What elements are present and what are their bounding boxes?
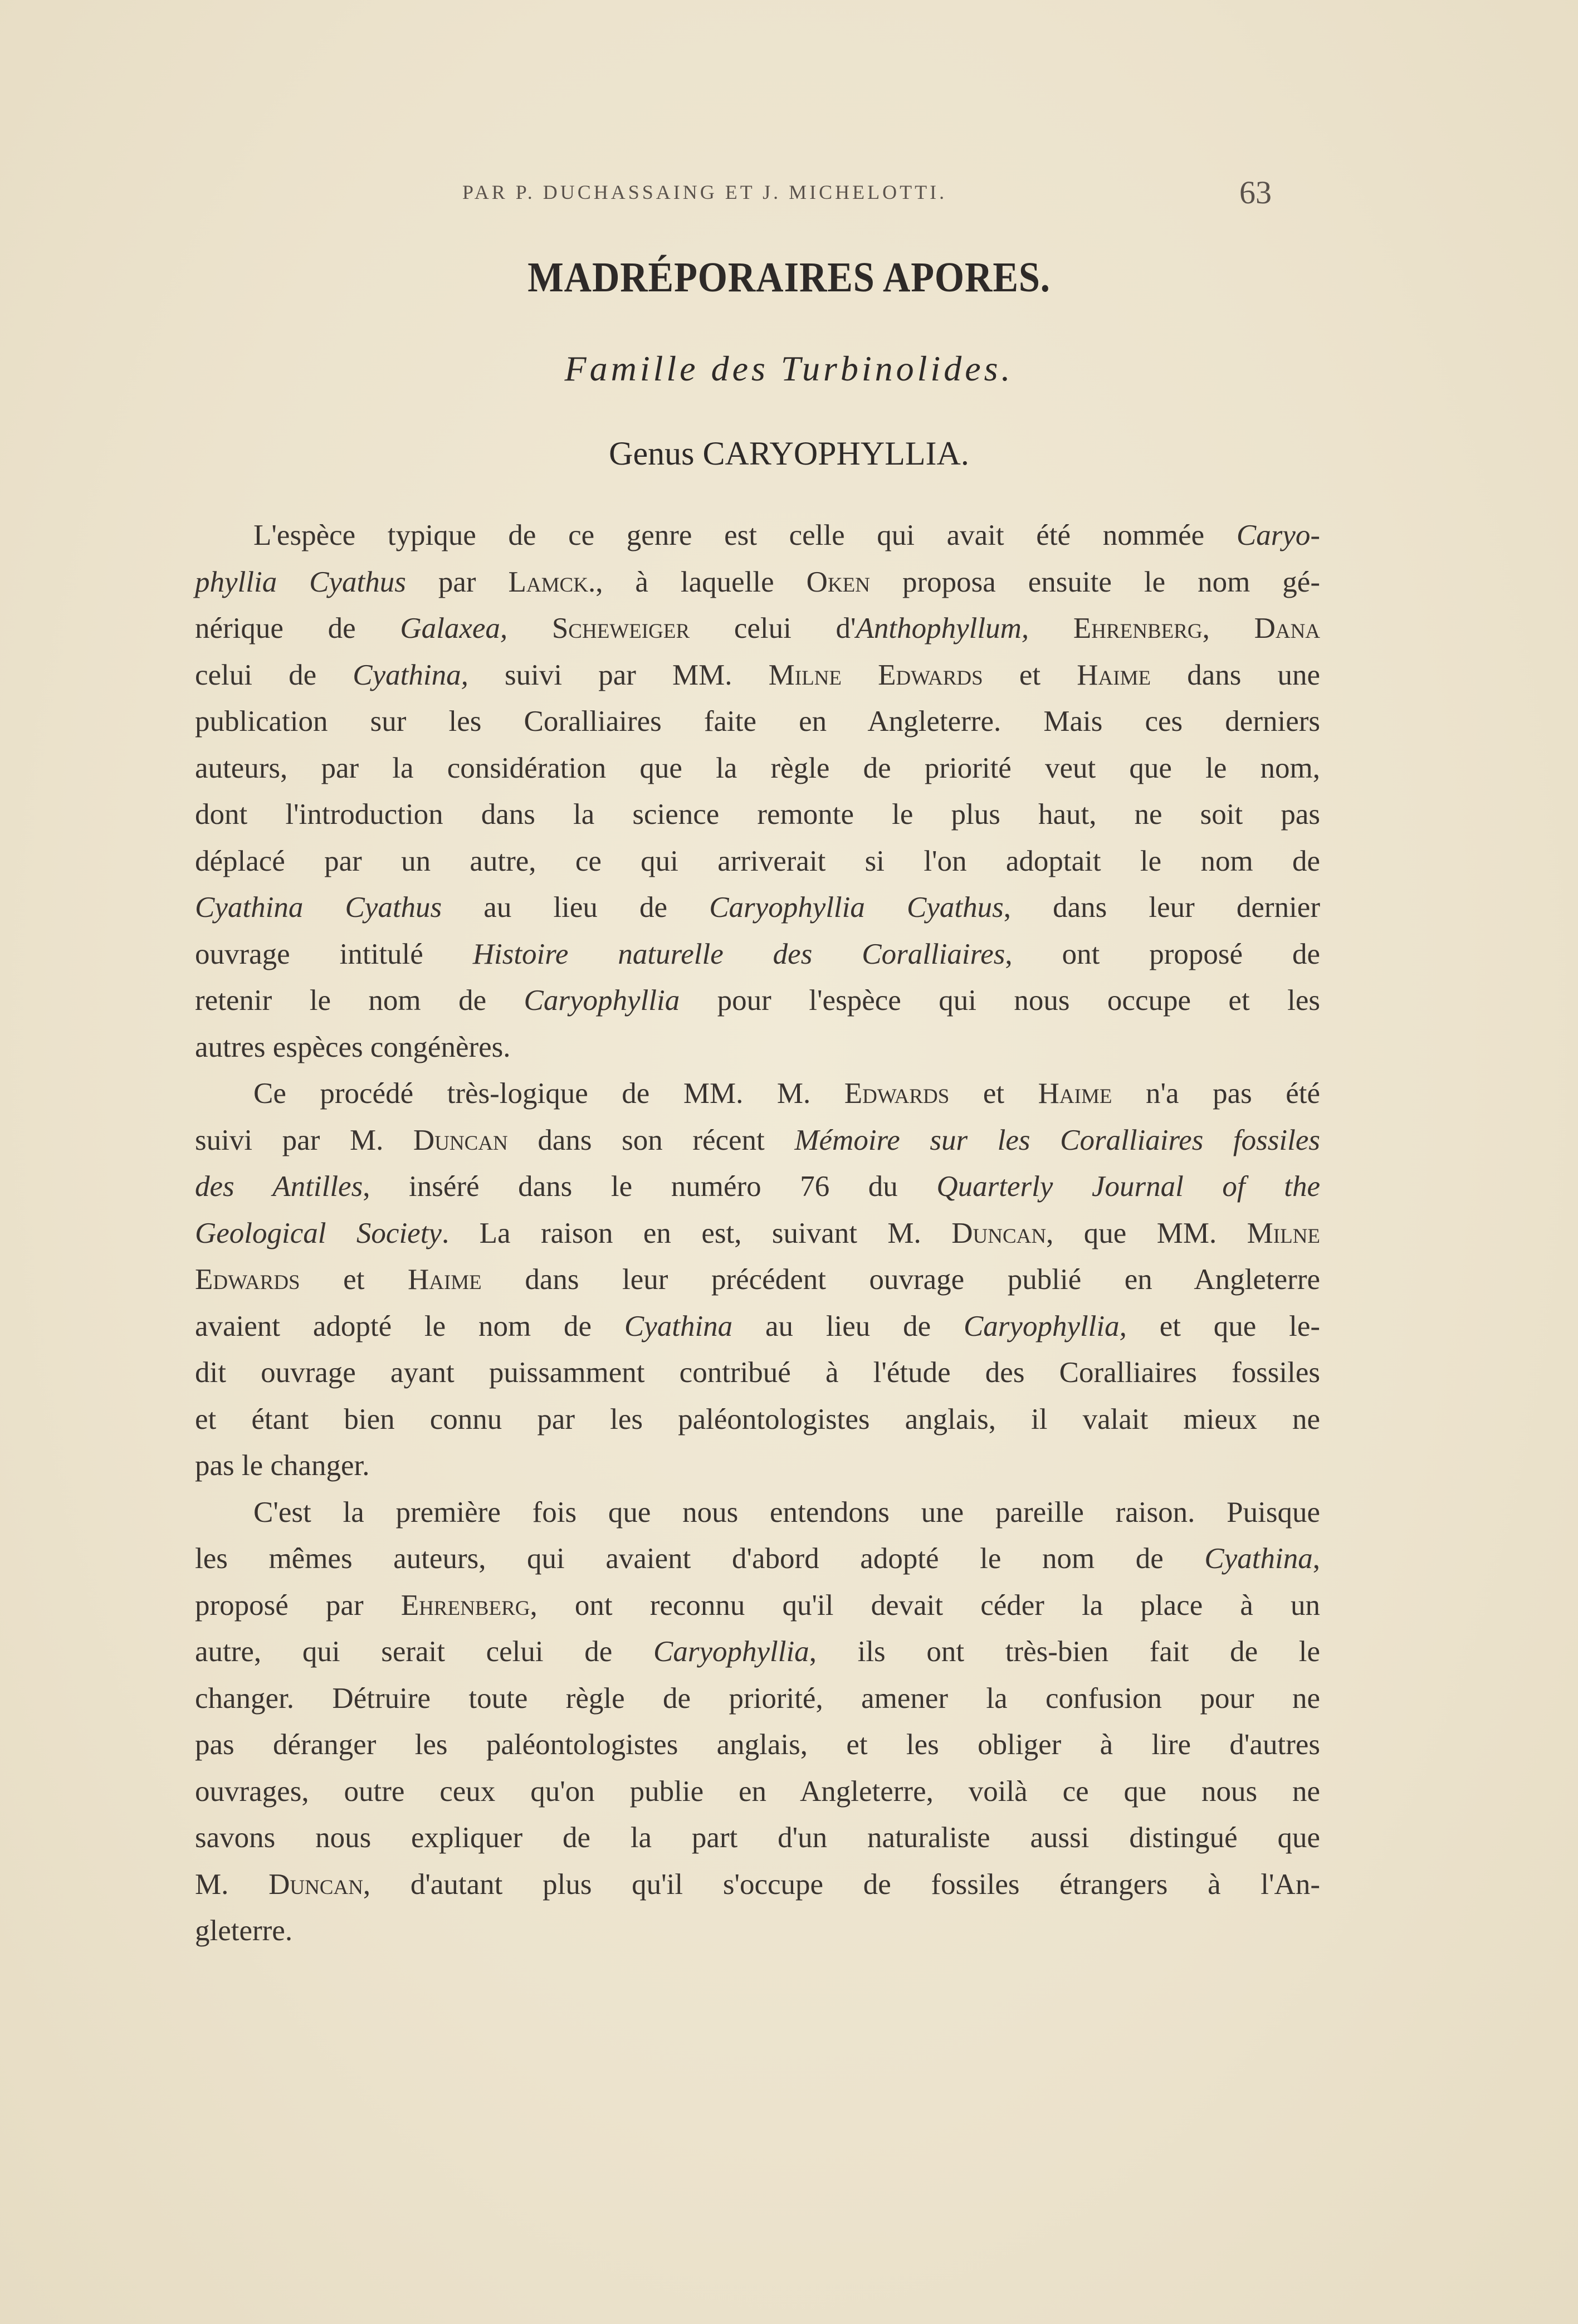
- text-run: , que MM.: [1046, 1217, 1247, 1249]
- author-name: Duncan: [268, 1868, 363, 1901]
- text-line: [195, 1908, 1320, 1955]
- text-run: et que le-: [1126, 1310, 1320, 1342]
- text-run: Mémoire sur les Coralliaires fossiles: [794, 1124, 1320, 1156]
- running-head: [0, 174, 1578, 211]
- body-text: [195, 512, 1320, 1955]
- text-run: et étant bien connu par les paléontologistes anglais, il valait mieux ne: [195, 1403, 1320, 1436]
- text-run: gleterre.: [195, 1915, 293, 1947]
- text-run: autre, qui serait celui de: [195, 1635, 653, 1668]
- author-name: Dana: [1254, 612, 1321, 645]
- text-line: [195, 1210, 1320, 1257]
- author-name: Duncan: [951, 1217, 1047, 1249]
- text-line: [195, 1071, 1320, 1117]
- text-run: , ils ont très-bien fait de le: [809, 1635, 1320, 1668]
- text-run: dont l'introduction dans la science remonte le plus haut, ne soit pas: [195, 798, 1320, 831]
- text-run: M.: [195, 1868, 269, 1901]
- text-line: [195, 1117, 1320, 1164]
- text-run: pas le changer.: [195, 1449, 370, 1482]
- text-line: [195, 1303, 1320, 1350]
- text-line: [195, 606, 1320, 652]
- text-run: et: [300, 1263, 408, 1296]
- family-title: Famille des Turbinolides.: [564, 349, 1014, 388]
- text-run: retenir le nom de: [195, 984, 524, 1017]
- text-run: celui d': [690, 612, 856, 645]
- text-run: Cyathina,: [353, 658, 468, 691]
- text-run: proposa ensuite le nom gé-: [870, 565, 1320, 598]
- text-line: [195, 1583, 1320, 1629]
- text-run: Histoire naturelle des Coralliaires: [472, 938, 1005, 970]
- text-run: changer. Détruire toute règle de priorité, amener la confusion pour ne: [195, 1682, 1320, 1715]
- text-run: des Antilles: [195, 1170, 363, 1203]
- author-name: Ehrenberg: [400, 1589, 530, 1622]
- author-name: Ehrenberg: [1073, 612, 1203, 645]
- text-line: [195, 1676, 1320, 1722]
- text-line: [195, 1490, 1320, 1536]
- author-name: Edwards: [844, 1077, 950, 1110]
- text-line: [195, 931, 1320, 978]
- text-run: dans leur précédent ouvrage publié en Angleterre: [481, 1263, 1320, 1296]
- text-line: [195, 1397, 1320, 1443]
- text-run: n'a pas été: [1112, 1077, 1321, 1110]
- text-run: Cyathina: [1204, 1542, 1313, 1575]
- page-number: 63: [1239, 174, 1272, 211]
- author-name: Milne: [1247, 1217, 1321, 1249]
- text-run: pas déranger les paléontologistes anglais, et les obliger à lire d'autres: [195, 1729, 1320, 1761]
- text-line: [195, 559, 1320, 606]
- text-run: , ont reconnu qu'il devait céder la place à un: [530, 1589, 1320, 1622]
- text-run: . La raison en est, suivant M.: [441, 1217, 952, 1249]
- section-title: MADRÉPORAIRES APORES.: [527, 254, 1051, 301]
- text-run: Caryophyllia Cyathus: [709, 891, 1004, 924]
- text-run: Cyathina: [624, 1310, 733, 1342]
- author-name: Duncan: [413, 1124, 508, 1156]
- text-run: Caryophyllia: [653, 1635, 809, 1668]
- text-run: [507, 612, 552, 645]
- text-run: nérique de: [195, 612, 400, 645]
- running-title: PAR P. DUCHASSAING ET J. MICHELOTTI.: [462, 181, 947, 203]
- text-run: Caryophyllia,: [963, 1310, 1127, 1342]
- text-run: ,: [1312, 1542, 1320, 1575]
- text-run: , inséré dans le numéro 76 du: [363, 1170, 937, 1203]
- text-run: savons nous expliquer de la part d'un naturaliste aussi distingué que: [195, 1822, 1320, 1854]
- text-run: , d'autant plus qu'il s'occupe de fossiles étrangers à l'An-: [363, 1868, 1320, 1901]
- text-run: publication sur les Coralliaires faite en Angleterre. Mais ces derniers: [195, 705, 1320, 738]
- text-run: au lieu de: [442, 891, 710, 924]
- text-line: [195, 1629, 1320, 1676]
- text-line: [195, 745, 1320, 792]
- text-run: proposé par: [195, 1589, 401, 1622]
- text-run: phyllia Cyathus: [195, 565, 406, 598]
- text-run: Cyathina Cyathus: [195, 891, 442, 924]
- text-run: , dans leur dernier: [1003, 891, 1320, 924]
- text-run: dit ouvrage ayant puissamment contribué à l'étude des Coralliaires fossiles: [195, 1356, 1320, 1389]
- text-run: suivi par MM.: [468, 658, 769, 691]
- text-run: suivi par M.: [195, 1124, 413, 1156]
- text-run: déplacé par un autre, ce qui arriverait si l'on adoptait le nom de: [195, 844, 1320, 877]
- text-run: dans son récent: [507, 1124, 795, 1156]
- text-run: Geological Society: [195, 1217, 442, 1249]
- text-run: , à laquelle: [595, 565, 807, 598]
- text-run: auteurs, par la considération que la règle de priorité veut que le nom,: [195, 751, 1320, 784]
- text-run: celui de: [195, 658, 353, 691]
- text-run: les mêmes auteurs, qui avaient d'abord adopté le nom de: [195, 1542, 1205, 1575]
- text-line: [195, 1257, 1320, 1303]
- author-name: Lamck.: [508, 565, 596, 598]
- text-run: ouvrage intitulé: [195, 938, 473, 970]
- text-run: autres espèces congénères.: [195, 1031, 511, 1063]
- author-name: Milne Edwards: [768, 658, 983, 691]
- text-run: ouvrages, outre ceux qu'on publie en Angleterre, voilà ce que nous ne: [195, 1775, 1320, 1808]
- author-name: Scheweiger: [551, 612, 690, 645]
- text-line: [195, 792, 1320, 838]
- text-run: Galaxea,: [400, 612, 508, 645]
- author-name: Haime: [407, 1263, 482, 1296]
- text-line: [195, 1164, 1320, 1210]
- text-line: [195, 1862, 1320, 1908]
- text-run: , ont proposé de: [1005, 938, 1320, 970]
- text-run: ,: [1202, 612, 1254, 645]
- text-run: Quarterly Journal of the: [936, 1170, 1320, 1203]
- text-run: pour l'espèce qui nous occupe et les: [680, 984, 1320, 1017]
- text-run: par: [406, 565, 509, 598]
- author-name: Haime: [1077, 658, 1151, 691]
- text-line: [195, 652, 1320, 699]
- text-line: [195, 1536, 1320, 1583]
- text-line: [195, 885, 1320, 931]
- text-line: [195, 1024, 1320, 1071]
- author-name: Oken: [806, 565, 870, 598]
- text-line: [195, 1350, 1320, 1397]
- text-run: [1029, 612, 1073, 645]
- text-run: C'est la première fois que nous entendons une pareille raison. Puisque: [253, 1496, 1320, 1529]
- text-run: L'espèce typique de ce genre est celle qui avait été nommée: [253, 519, 1237, 551]
- author-name: Haime: [1038, 1077, 1112, 1110]
- text-run: dans une: [1151, 658, 1321, 691]
- text-line: [195, 512, 1320, 559]
- text-line: [195, 978, 1320, 1024]
- genus-title: Genus CARYOPHYLLIA.: [609, 435, 969, 472]
- text-run: Ce procédé très-logique de MM. M.: [253, 1077, 844, 1110]
- text-run: avaient adopté le nom de: [195, 1310, 624, 1342]
- text-run: et: [983, 658, 1077, 691]
- text-run: au lieu de: [732, 1310, 964, 1342]
- text-line: [195, 838, 1320, 885]
- text-run: Caryophyllia: [524, 984, 680, 1017]
- text-run: et: [949, 1077, 1038, 1110]
- text-run: Anthophyllum,: [856, 612, 1029, 645]
- text-line: [195, 1443, 1320, 1490]
- text-line: [195, 699, 1320, 745]
- text-line: [195, 1722, 1320, 1769]
- text-line: [195, 1769, 1320, 1815]
- author-name: Edwards: [195, 1263, 300, 1296]
- text-line: [195, 1815, 1320, 1862]
- text-run: Caryo-: [1236, 519, 1320, 551]
